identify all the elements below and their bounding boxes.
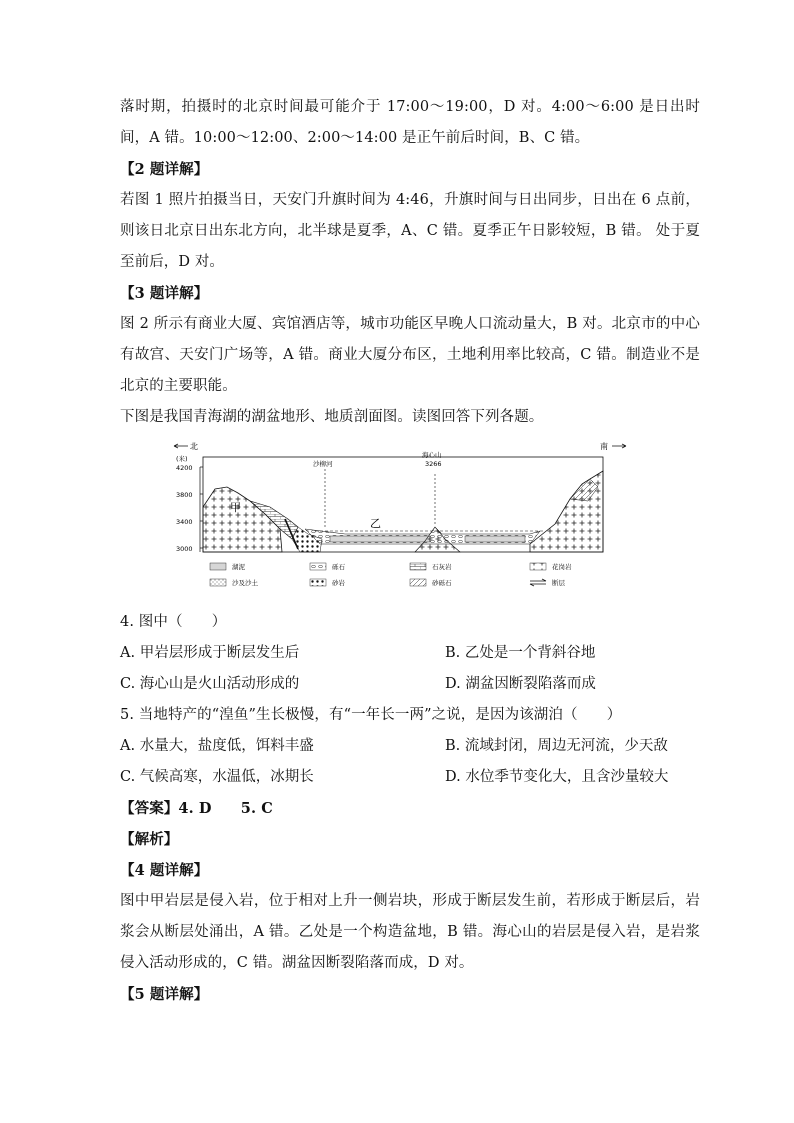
answer-line: 【答案】4. D 5. C [120, 800, 273, 817]
north-label: 北 [190, 442, 198, 451]
mountain-label: 海心山 [422, 451, 442, 459]
geologic-profile-svg [170, 439, 630, 599]
question-5-options-row2 [120, 762, 700, 793]
north-arrow-icon [174, 444, 188, 448]
legend-sand: 沙及沙土 [232, 579, 258, 587]
legend-fault: 断层 [552, 579, 565, 587]
mountain-elevation: 3266 [425, 460, 442, 468]
legend-sandstone: 砂岩 [332, 579, 345, 587]
y-tick-3800: 3800 [176, 491, 193, 499]
legend-gravel: 砾石 [332, 563, 345, 571]
analysis-heading: 【解析】 [120, 831, 179, 848]
paragraph-q4-detail: 图中甲岩层是侵入岩，位于相对上升一侧岩块，形成于断层发生前，若形成于断层后，岩浆会从断层处涌出，A 错。乙处是一个构造盆地，B 错。海心山的岩层是侵入岩，是岩浆侵入活动形成的，C 错。湖盆因断裂陷落而成，D 对。 [120, 893, 700, 971]
q4-option-a: A. 甲岩层形成于断层发生后 [120, 645, 300, 661]
paragraph-q3-detail: 图 2 所示有商业大厦、宾馆酒店等，城市功能区早晚人口流动量大，B 对。北京市的中心有故宫、天安门广场等，A 错。商业大厦分布区，土地利用率比较高，C 错。制造业不是北京的主要职能。 [120, 316, 700, 394]
heading-q3-detail: 【3 题详解】 [120, 285, 209, 302]
y-tick-3400: 3400 [176, 518, 193, 526]
geologic-profile-figure [170, 439, 630, 599]
legend-lake-mud: 湖泥 [232, 563, 245, 571]
heading-q5-detail: 【5 题详解】 [120, 986, 209, 1003]
question-4-stem: 4. 图中（ ） [120, 614, 227, 630]
heading-q2-detail: 【2 题详解】 [120, 161, 209, 178]
q5-option-a: A. 水量大，盐度低，饵料丰盛 [120, 738, 314, 754]
fault-legend-icon [530, 579, 546, 586]
figure-intro: 下图是我国青海湖的湖盆地形、地质剖面图。读图回答下列各题。 [120, 409, 544, 425]
legend-granite: 花岗岩 [552, 563, 572, 571]
south-arrow-icon [612, 444, 626, 448]
paragraph-q1-tail: 落时期，拍摄时的北京时间最可能介于 17:00～19:00，D 对。4:00～6:00 是日出时间，A 错。10:00～12:00、2:00～14:00 是正午前后时间，B、C 错。 [120, 99, 700, 146]
question-4-options-row1 [120, 638, 700, 669]
q4-option-c: C. 海心山是火山活动形成的 [120, 676, 300, 692]
south-label: 南 [600, 442, 608, 451]
question-5-stem: 5. 当地特产的“湟鱼”生长极慢，有“一年长一两”之说，是因为该湖泊（ ） [120, 707, 622, 723]
legend-limestone: 石灰岩 [432, 563, 452, 571]
heading-q4-detail: 【4 题详解】 [120, 862, 209, 879]
question-5-options-row1 [120, 731, 700, 762]
paragraph-q2-detail: 若图 1 照片拍摄当日，天安门升旗时间为 4:46，升旗时间与日出同步，日出在 6 点前，则该日北京日出东北方向，北半球是夏季，A、C 错。夏季正午日影较短，B 错。 处于夏至前后，D 对。 [120, 192, 700, 270]
unit-label: (米) [176, 455, 188, 463]
legend-sand-gravel: 砂砾石 [432, 579, 452, 587]
q5-option-b: B. 流域封闭，周边无河流，少天敌 [445, 738, 668, 754]
q4-option-b: B. 乙处是一个背斜谷地 [445, 645, 596, 661]
y-tick-3000: 3000 [176, 545, 193, 553]
river-label: 沙柳河 [313, 460, 333, 468]
q4-option-d: D. 湖盆因断裂陷落而成 [445, 676, 596, 692]
q5-option-d: D. 水位季节变化大，且含沙量较大 [445, 769, 669, 785]
document-page [120, 92, 700, 1010]
lake-mud [330, 536, 430, 542]
label-jia: 甲 [230, 501, 241, 514]
q5-option-c: C. 气候高寒，水温低，冰期长 [120, 769, 314, 785]
label-yi: 乙 [370, 517, 381, 530]
legend [210, 562, 572, 587]
y-tick-4200: 4200 [176, 464, 193, 472]
question-4-options-row2 [120, 669, 700, 700]
